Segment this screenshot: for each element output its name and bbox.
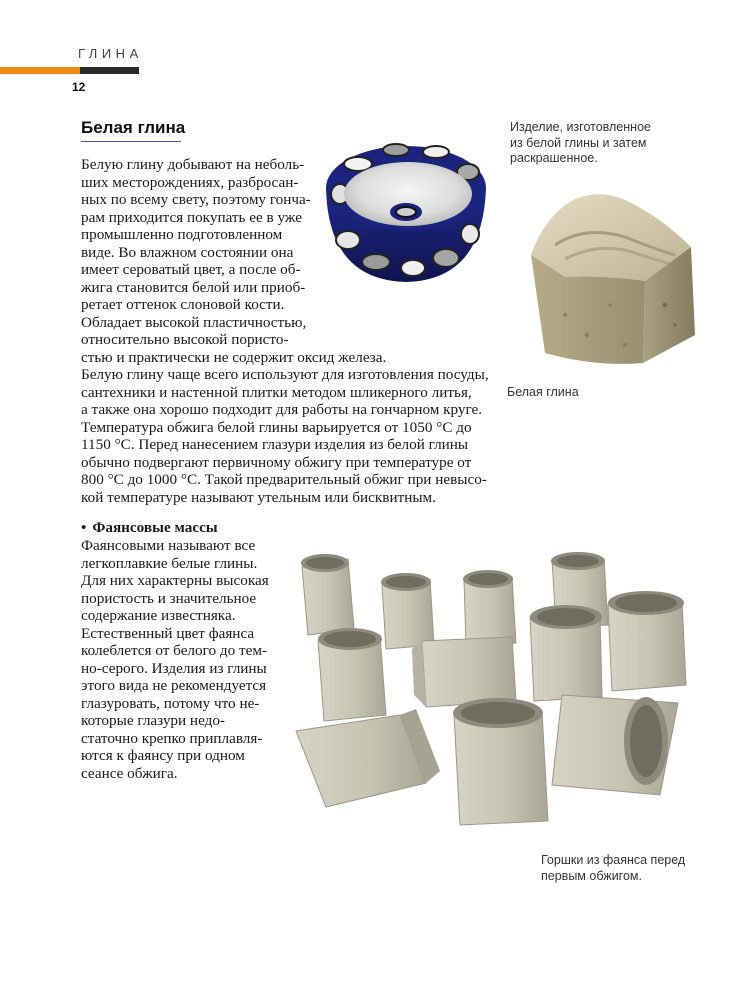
page-number: 12: [72, 80, 86, 94]
pot: [530, 605, 602, 701]
white-clay-block-image: [525, 185, 705, 375]
pot: [301, 554, 354, 635]
pot: [296, 709, 440, 807]
pot: [552, 695, 678, 795]
pot: [463, 570, 516, 645]
section-title-rule: [81, 141, 181, 142]
bowl-caption: Изделие, изготовленное из белой глины и затем раскрашенное.: [510, 120, 651, 165]
clay-block-caption: Белая глина: [507, 385, 579, 399]
header-bar-orange: [0, 67, 80, 74]
section-paragraph: Белую глину добывают на неболь- ших месторождениях, разбросан- ных по всему свету, поэтому гонча- рам приходится покупать ее в уже промышленно подготовленном виде. Во влажном состоянии она имеет сероватый цвет, а после об- жига становится белой или приоб- ретает оттенок слоновой кости. Обладает высокой пластичностью, относительно высокой пористо- стью и практически не содержит оксид железа. Белую глину чаще всего используют для изготовления посуды, сантехники и настенной плитки методом шликерного литья, а также она хорошо подходит для работы на гончарном круге. Температура обжига белой глины варьируется от 1050 °С до 1150 °С. Перед нанесением глазури изделия из белой глины обычно подвергают первичному обжигу при температуре от 800 °С до 1000 °С. Такой предварительный обжиг при невысо- кой температуре называют утельным или бисквитным.: [81, 156, 489, 506]
pots-caption: Горшки из фаянса перед первым обжигом.: [541, 853, 686, 883]
pot: [381, 573, 434, 649]
section-title: Белая глина: [81, 118, 186, 137]
pot: [453, 698, 548, 825]
painted-bowl-image: [318, 130, 493, 290]
subsection-paragraph: Фаянсовыми называют все легкоплавкие белые глины. Для них характерны высокая пористость и значительное содержание известняка. Естественный цвет фаянса колеблется от белого до тем- но-серого. Изделия из глины этого вида не рекомендуется глазуровать, потому что не- которые глазури недо- статочно крепко приплавля- ются к фаянсу при одном сеансе обжига.: [81, 537, 269, 782]
bullet-marker: •: [81, 519, 87, 536]
pot: [318, 628, 386, 721]
header-bar-dark: [80, 67, 139, 74]
pot: [608, 591, 686, 691]
faience-pots-image: [290, 545, 700, 845]
pot: [412, 637, 516, 707]
subsection-title: • Фаянсовые массы: [81, 519, 218, 536]
chapter-title: ГЛИНА: [78, 46, 143, 61]
